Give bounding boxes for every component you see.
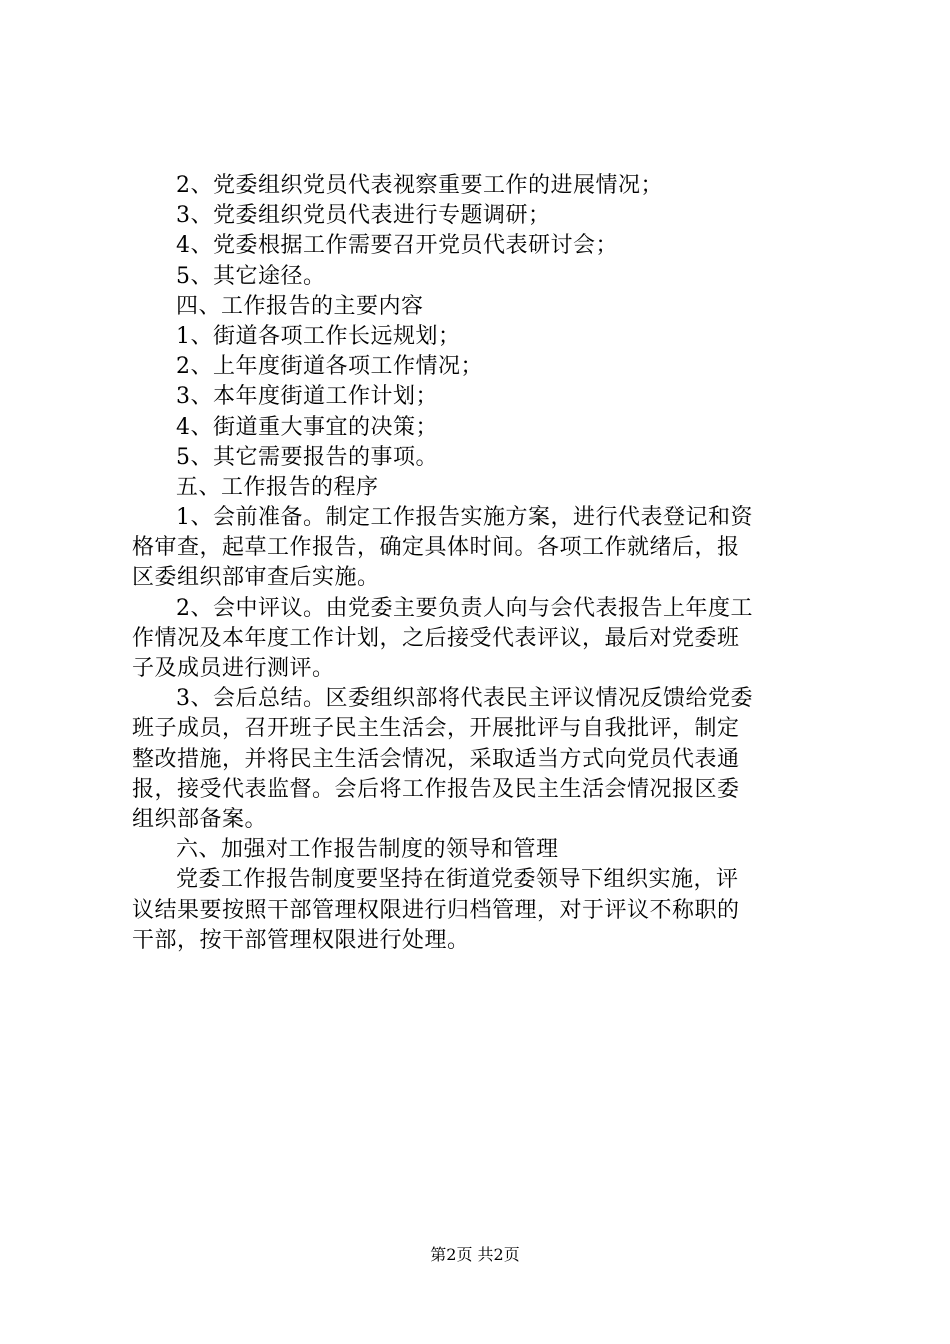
- paragraph-first-line: 3、本年度街道工作计划；: [176, 384, 438, 410]
- paragraph-first-line: 3、党委组织党员代表进行专题调研；: [176, 203, 551, 229]
- document-body: [132, 171, 832, 956]
- paragraph-first-line: 4、街道重大事宜的决策；: [176, 414, 438, 440]
- paragraph-first-line: 2、党委组织党员代表视察重要工作的进展情况；: [176, 173, 663, 198]
- page-footer: [0, 1244, 950, 1266]
- paragraph-first-line: 四、工作报告的主要内容: [176, 293, 424, 319]
- paragraph-first-line: 六、加强对工作报告制度的领导和管理: [176, 837, 559, 863]
- paragraph-first-line: 2、上年度街道各项工作情况；: [176, 354, 483, 380]
- paragraph-continuation-line: 干部，按干部管理权限进行处理。: [132, 927, 470, 953]
- paragraph-first-line: 1、街道各项工作长远规划；: [176, 323, 461, 349]
- paragraph-continuation-line: 作情况及本年度工作计划，之后接受代表评议，最后对党委班: [132, 625, 740, 651]
- paragraph-first-line: 五、工作报告的程序: [176, 474, 379, 500]
- paragraph-first-line: 3、会后总结。区委组织部将代表民主评议情况反馈给党委: [176, 686, 753, 712]
- paragraph-first-line: 1、会前准备。制定工作报告实施方案，进行代表登记和资: [176, 505, 753, 531]
- paragraph-continuation-line: 子及成员进行测评。: [132, 656, 335, 681]
- paragraph-first-line: 2、会中评议。由党委主要负责人向与会代表报告上年度工: [176, 595, 753, 621]
- paragraph-continuation-line: 整改措施，并将民主生活会情况，采取适当方式向党员代表通: [132, 746, 740, 772]
- page-number-label: 第2页 共2页: [430, 1245, 520, 1264]
- paragraph-continuation-line: 组织部备案。: [132, 806, 268, 832]
- paragraph-continuation-line: 报，接受代表监督。会后将工作报告及民主生活会情况报区委: [132, 776, 740, 802]
- paragraph-continuation-line: 格审查，起草工作报告，确定具体时间。各项工作就绪后，报: [132, 535, 740, 561]
- paragraph-first-line: 党委工作报告制度要坚持在街道党委领导下组织实施，评: [176, 867, 739, 893]
- paragraph-first-line: 4、党委根据工作需要召开党员代表研讨会；: [176, 233, 618, 259]
- paragraph-first-line: 5、其它途径。: [176, 263, 326, 289]
- paragraph-continuation-line: 班子成员，召开班子民主生活会，开展批评与自我批评，制定: [132, 716, 740, 742]
- paragraph-continuation-line: 议结果要按照干部管理权限进行归档管理，对于评议不称职的: [132, 897, 740, 923]
- paragraph-continuation-line: 区委组织部审查后实施。: [132, 565, 380, 591]
- paragraph-first-line: 5、其它需要报告的事项。: [176, 444, 438, 470]
